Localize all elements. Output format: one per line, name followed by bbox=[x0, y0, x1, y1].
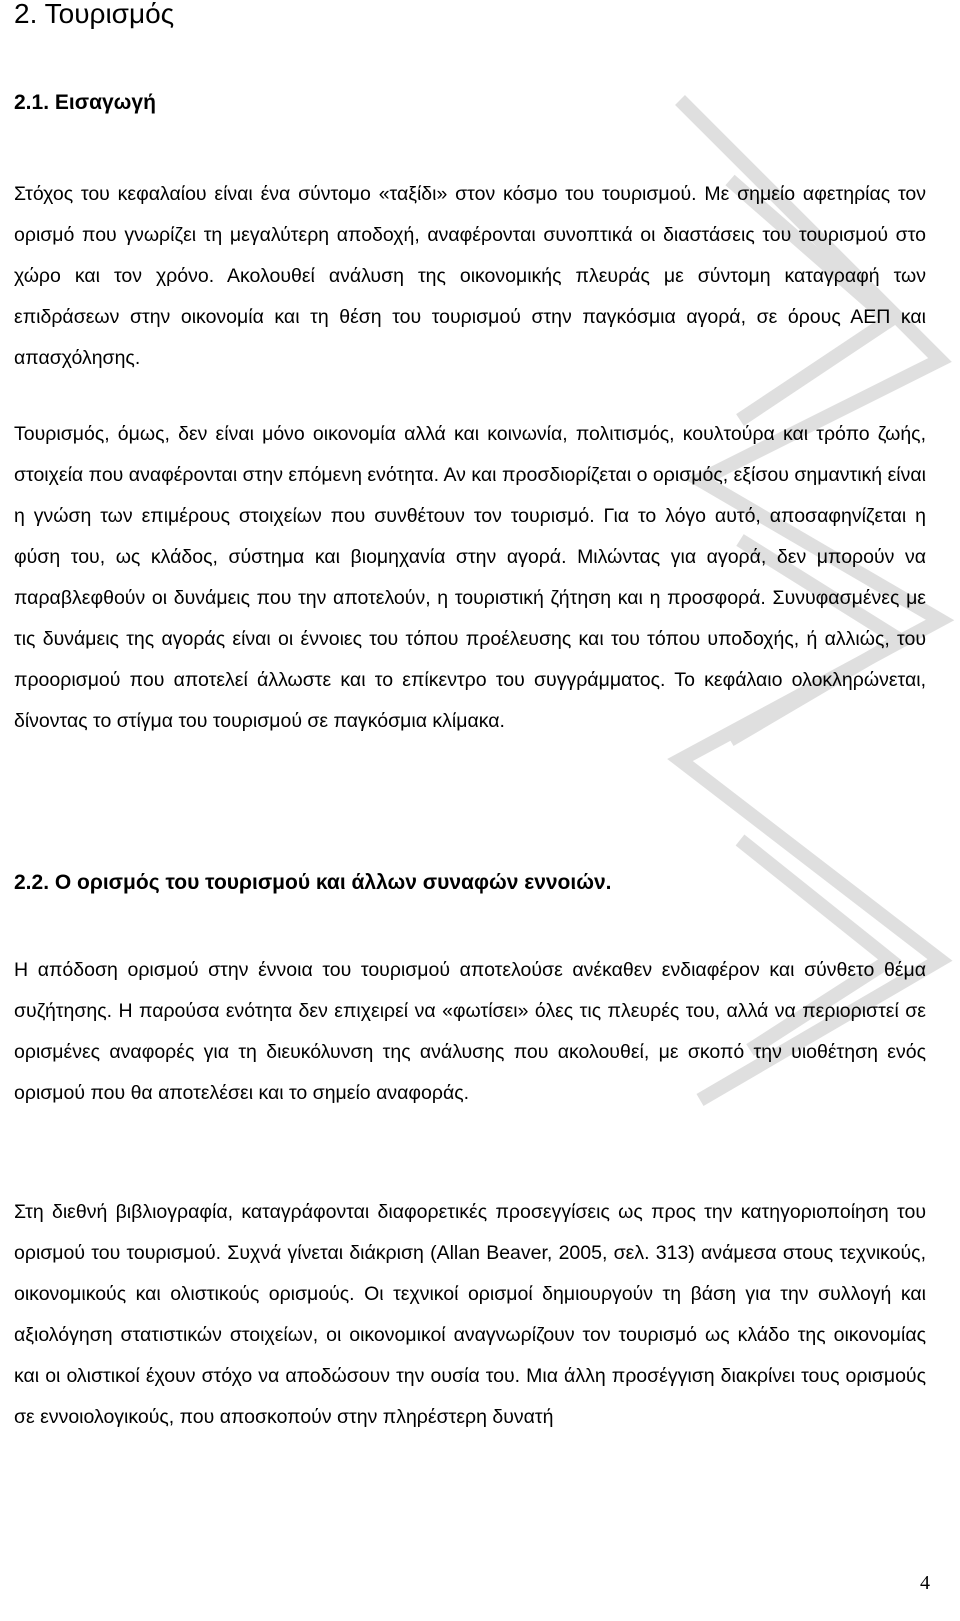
paragraph-intro-1: Στόχος του κεφαλαίου είναι ένα σύντομο «ταξίδι» στον κόσμο του τουρισμού. Με σημείο αφετηρίας τον ορισμό που γνωρίζει τη μεγαλύτερη αποδοχή, αναφέρονται συνοπτικά οι διαστάσεις του τουρισμού στο χώρο και τον χρόνο. Ακολουθεί ανάλυση της οικονομικής πλευράς με σύντομη καταγραφή των επιδράσεων στην οικονομία και τη θέση του τουρισμού στην παγκόσμια αγορά, σε όρους ΑΕΠ και απασχόλησης. bbox=[14, 183, 926, 369]
paragraph-intro-2: Τουρισμός, όμως, δεν είναι μόνο οικονομία αλλά και κοινωνία, πολιτισμός, κουλτούρα και τρόπο ζωής, στοιχεία που αναφέρονται στην επόμενη ενότητα. Αν και προσδιορίζεται ο ορισμός, εξίσου σημαντική είναι η γνώση των επιμέρους στοιχείων που συνθέτουν τον τουρισμό. Για το λόγο αυτό, αποσαφηνίζεται η φύση του, ως κλάδος, σύστημα και βιομηχανία στην αγορά. Μιλώντας για αγορά, δεν μπορούν να παραβλεφθούν οι δυνάμεις που την αποτελούν, η τουριστική ζήτηση και η προσφορά. Συνυφασμένες με τις δυνάμεις της αγοράς είναι οι έννοιες του τόπου προέλευσης και του τόπου υποδοχής, ή αλλιώς, του προορισμού που αποτελεί άλλωστε και το επίκεντρο του συγγράμματος. Το κεφάλαιο ολοκληρώνεται, δίνοντας το στίγμα του τουρισμού σε παγκόσμια κλίμακα. bbox=[14, 423, 926, 732]
chapter-title: 2. Τουρισμός bbox=[14, 0, 175, 29]
page-number: 4 bbox=[920, 1572, 930, 1594]
section-title-introduction: 2.1. Εισαγωγή bbox=[14, 91, 156, 114]
paragraph-definition-1: Η απόδοση ορισμού στην έννοια του τουρισμού αποτελούσε ανέκαθεν ενδιαφέρον και σύνθετο θέμα συζήτησης. Η παρούσα ενότητα δεν επιχειρεί να «φωτίσει» όλες τις πλευρές του, αλλά να περιοριστεί σε ορισμένες αναφορές για τη διευκόλυνση της ανάλυσης που ακολουθεί, με σκοπό την υιοθέτηση ενός ορισμού που θα αποτελέσει και το σημείο αναφοράς. bbox=[14, 959, 926, 1104]
section-title-definition: 2.2. Ο ορισμός του τουρισμού και άλλων συναφών εννοιών. bbox=[14, 871, 612, 894]
paragraph-definition-2: Στη διεθνή βιβλιογραφία, καταγράφονται διαφορετικές προσεγγίσεις ως προς την κατηγοριοποίηση του ορισμού του τουρισμού. Συχνά γίνεται διάκριση (Allan Beaver, 2005, σελ. 313) ανάμεσα στους τεχνικούς, οικονομικούς και ολιστικούς ορισμούς. Οι τεχνικοί ορισμοί δημιουργούν τη βάση για την συλλογή και αξιολόγηση στατιστικών στοιχείων, οι οικονομικοί αναγνωρίζουν τον τουρισμό ως κλάδο της οικονομίας και οι ολιστικοί έχουν στόχο να αποδώσουν την ουσία του. Μια άλλη προσέγγιση διακρίνει τους ορισμούς σε εννοιολογικούς, που αποσκοπούν στην πληρέστερη δυνατή bbox=[14, 1201, 926, 1428]
